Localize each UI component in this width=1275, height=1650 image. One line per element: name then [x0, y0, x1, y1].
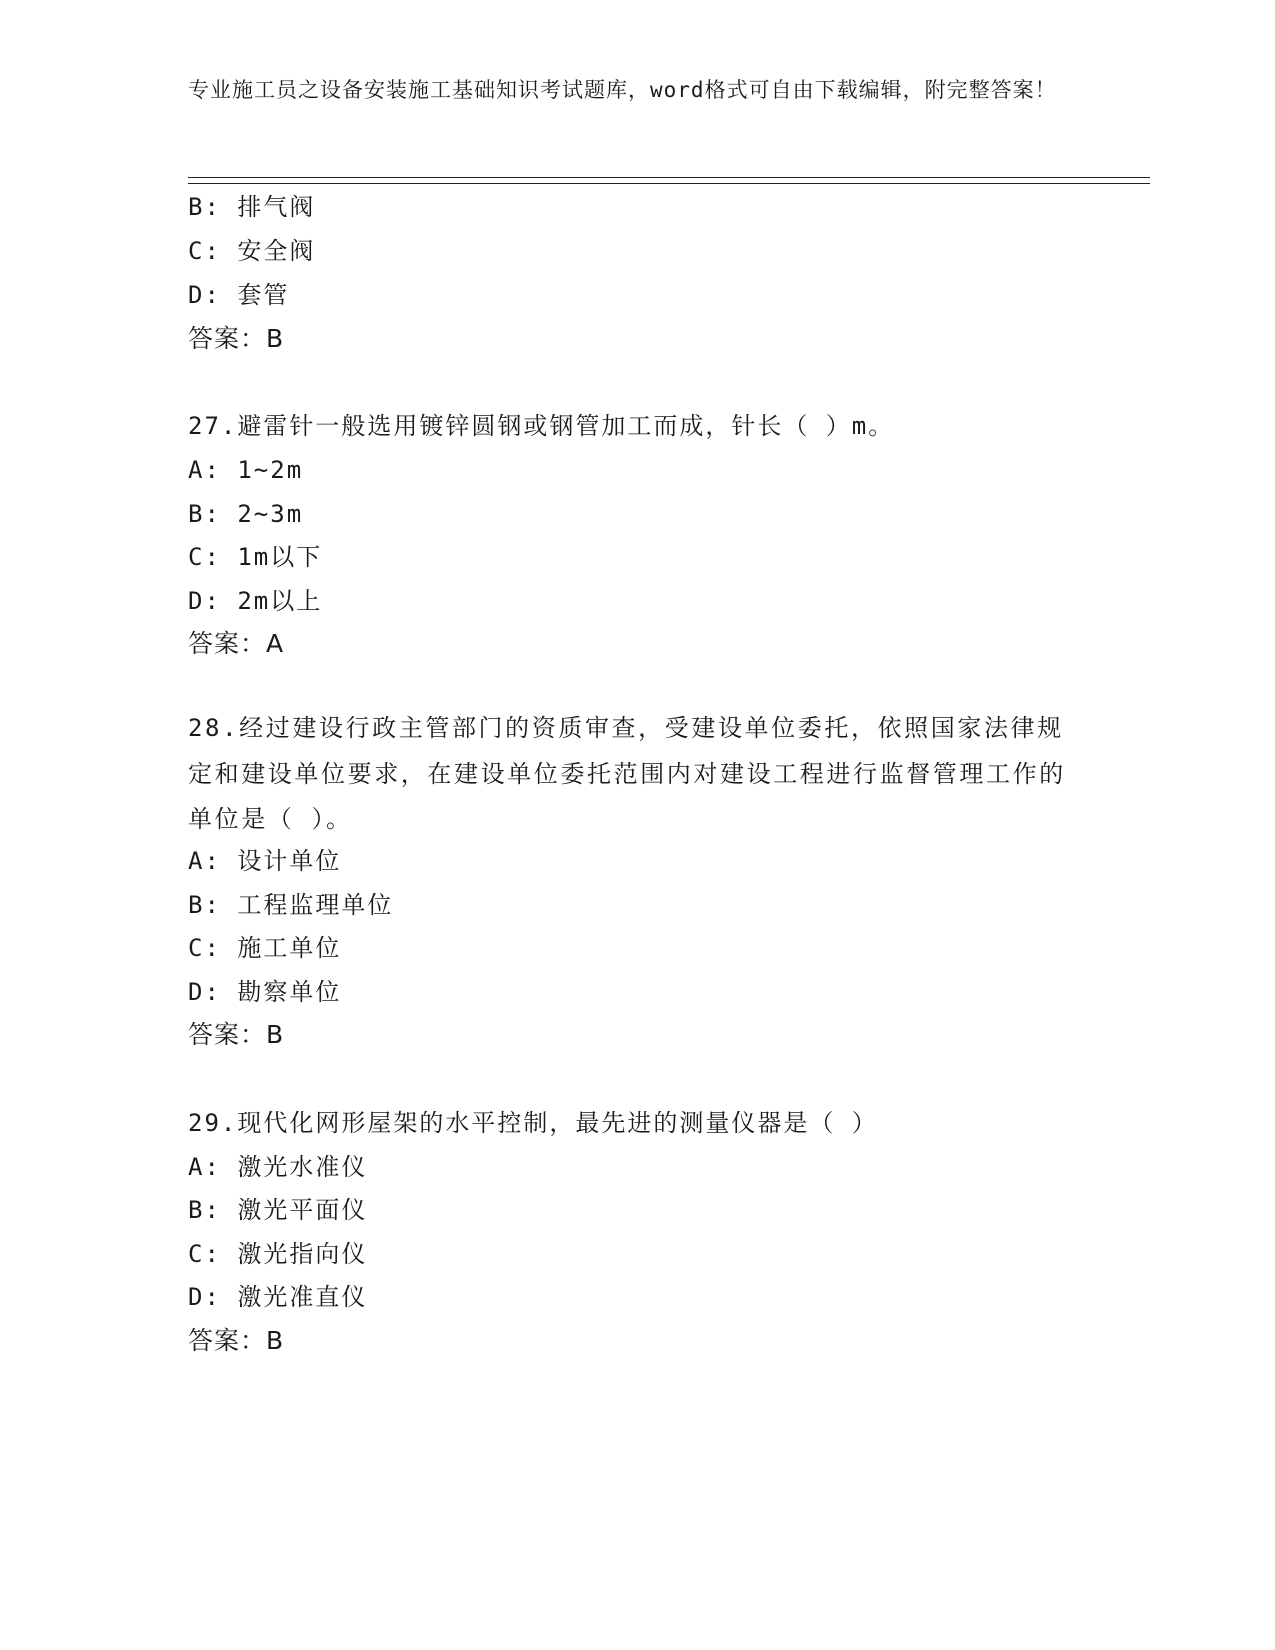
- answer-line: 答案：B: [188, 324, 285, 353]
- option-a: A: 设计单位: [188, 847, 342, 875]
- question-text: 28.经过建设行政主管部门的资质审查，受建设单位委托，依照国家法律规定和建设单位要求，在建设单位委托范围内对建设工程进行监督管理工作的单位是（ ）。: [188, 714, 1066, 833]
- option-c: C: 激光指向仪: [188, 1240, 368, 1268]
- option-a: A: 1~2m: [188, 456, 304, 484]
- option-d: D: 勘察单位: [188, 978, 342, 1006]
- option-d: D: 激光准直仪: [188, 1283, 368, 1311]
- document-header: 专业施工员之设备安装施工基础知识考试题库，word格式可自由下载编辑，附完整答案！: [188, 78, 1057, 102]
- question-text: 27.避雷针一般选用镀锌圆钢或钢管加工而成，针长（ ）m。: [188, 412, 895, 440]
- option-d: D: 套管: [188, 281, 290, 309]
- option-c: C: 施工单位: [188, 934, 342, 962]
- option-b: B: 工程监理单位: [188, 891, 394, 919]
- option-c: C: 1m以下: [188, 543, 323, 571]
- option-b: B: 排气阀: [188, 193, 316, 221]
- answer-line: 答案：B: [188, 1020, 285, 1049]
- question-text: 29.现代化网形屋架的水平控制，最先进的测量仪器是（ ）: [188, 1109, 878, 1137]
- option-b: B: 激光平面仪: [188, 1196, 368, 1224]
- option-b: B: 2~3m: [188, 500, 304, 528]
- option-c: C: 安全阀: [188, 237, 316, 265]
- option-a: A: 激光水准仪: [188, 1153, 368, 1181]
- header-divider-bottom: [188, 183, 1150, 184]
- answer-line: 答案：B: [188, 1326, 285, 1355]
- header-divider-top: [188, 177, 1150, 178]
- answer-line: 答案：A: [188, 629, 285, 658]
- option-d: D: 2m以上: [188, 587, 323, 615]
